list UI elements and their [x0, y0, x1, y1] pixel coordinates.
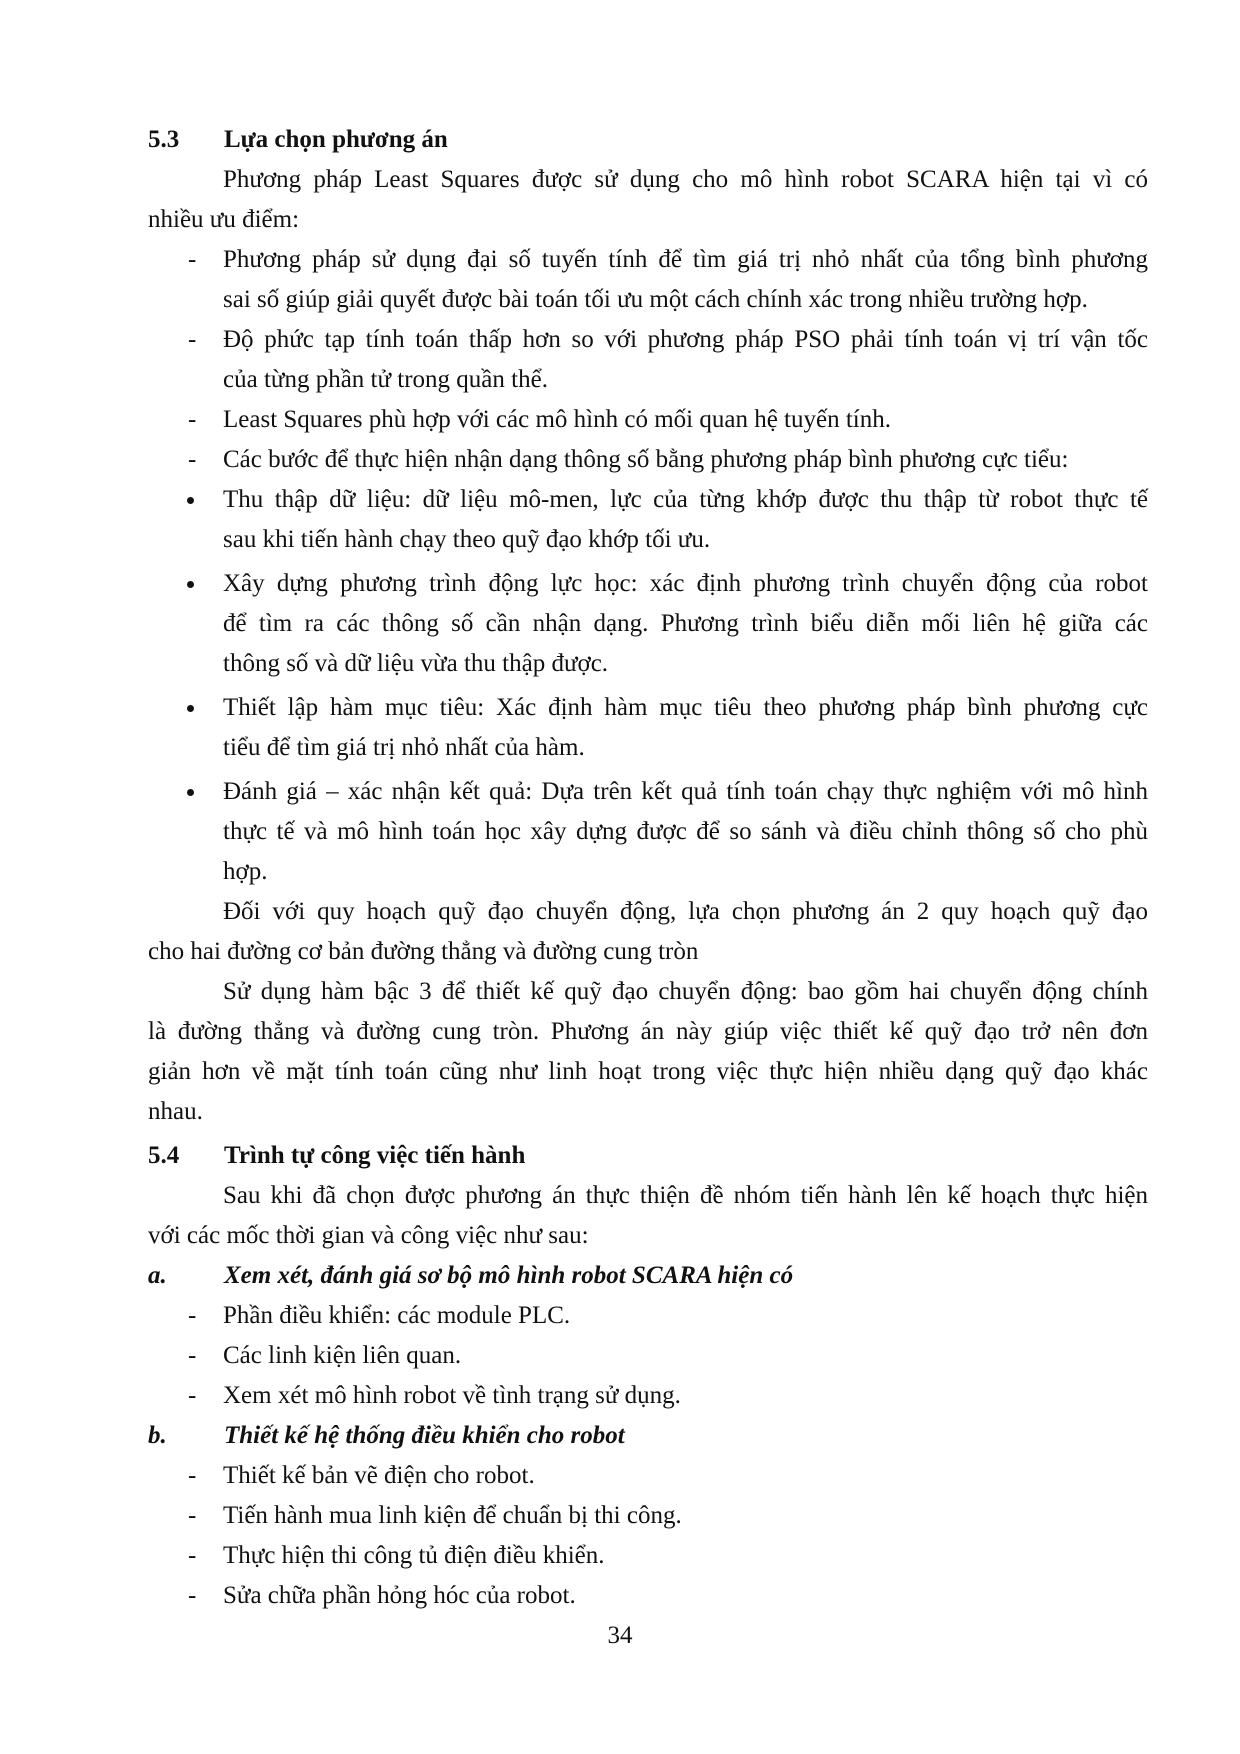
bullet-icon: [187, 789, 194, 796]
page-body: [148, 116, 1148, 1616]
dash-list-item: [148, 1576, 1148, 1616]
dash-marker: -: [188, 1462, 197, 1489]
dash-list-item: [148, 320, 1148, 400]
list-line: thực tế và mô hình toán học xây dựng được để so sánh và điều chỉnh thông số cho phù: [223, 818, 1148, 845]
intro-paragraph: [148, 1176, 1148, 1256]
list-line: Xây dựng phương trình động lực học: xác định phương trình chuyển động của robot: [223, 570, 1148, 597]
dash-marker: -: [188, 406, 197, 433]
dash-list-item: [148, 1296, 1148, 1336]
list-line: Phương pháp sử dụng đại số tuyến tính để tìm giá trị nhỏ nhất của tổng bình phương: [223, 246, 1148, 273]
list-line: của từng phần tử trong quần thể.: [223, 366, 548, 393]
list-line: Các linh kiện liên quan.: [223, 1342, 462, 1369]
cubic-function-paragraph: [148, 972, 1148, 1132]
section-title: Lựa chọn phương án: [224, 126, 448, 153]
dash-marker: -: [188, 326, 197, 353]
bullet-list-item: [148, 564, 1148, 684]
paragraph-line: nhiều ưu điểm:: [148, 206, 300, 233]
dash-marker: -: [188, 1382, 197, 1409]
list-line: Phần điều khiển: các module PLC.: [223, 1302, 571, 1329]
list-line: Least Squares phù hợp với các mô hình có mối quan hệ tuyến tính.: [223, 406, 891, 433]
subsection-title: Xem xét, đánh giá sơ bộ mô hình robot SCARA hiện có: [224, 1262, 794, 1289]
dash-marker: -: [188, 1502, 197, 1529]
list-line: Các bước để thực hiện nhận dạng thông số bằng phương pháp bình phương cực tiểu:: [223, 446, 1069, 473]
subsection-heading-b: [148, 1416, 1148, 1456]
section-title: Trình tự công việc tiến hành: [224, 1142, 526, 1169]
bullet-list-item: [148, 688, 1148, 768]
section-heading-5-4: [148, 1136, 1148, 1176]
dash-list-item: [148, 1336, 1148, 1376]
dash-list-item: [148, 1496, 1148, 1536]
dash-marker: -: [188, 1302, 197, 1329]
section-heading-5-3: [148, 120, 1148, 160]
list-line: Tiến hành mua linh kiện để chuẩn bị thi công.: [223, 1502, 682, 1529]
list-line: tiểu để tìm giá trị nhỏ nhất của hàm.: [223, 734, 585, 761]
section-number: 5.4: [148, 1142, 180, 1169]
dash-list-item: [148, 240, 1148, 320]
bullet-icon: [187, 705, 194, 712]
list-line: Sửa chữa phần hỏng hóc của robot.: [223, 1582, 576, 1609]
dash-marker: -: [188, 446, 197, 473]
paragraph-line: Sau khi đã chọn được phương án thực thiện đề nhóm tiến hành lên kế hoạch thực hiện: [223, 1182, 1148, 1209]
bullet-icon: [187, 497, 194, 504]
dash-marker: -: [188, 246, 197, 273]
dash-list-item: [148, 1456, 1148, 1496]
paragraph-line: là đường thẳng và đường cung tròn. Phương án này giúp việc thiết kế quỹ đạo trở nên đơn: [148, 1018, 1148, 1045]
subsection-title: Thiết kế hệ thống điều khiển cho robot: [224, 1422, 625, 1449]
list-line: sau khi tiến hành chạy theo quỹ đạo khớp tối ưu.: [223, 526, 711, 553]
page-number: 34: [607, 1622, 633, 1649]
intro-paragraph: [148, 160, 1148, 240]
dash-list-item: [148, 400, 1148, 440]
list-line: Độ phức tạp tính toán thấp hơn so với phương pháp PSO phải tính toán vị trí vận tốc: [223, 326, 1148, 353]
subsection-heading-a: [148, 1256, 1148, 1296]
dash-list-item: [148, 1376, 1148, 1416]
subsection-label: a.: [148, 1262, 167, 1289]
paragraph-line: giản hơn về mặt tính toán cũng như linh hoạt trong việc thực hiện nhiều dạng quỹ đạo khác: [148, 1058, 1148, 1085]
list-line: để tìm ra các thông số cần nhận dạng. Phương trình biểu diễn mối liên hệ giữa các: [223, 610, 1148, 637]
list-line: Xem xét mô hình robot về tình trạng sử dụng.: [223, 1382, 681, 1409]
dash-list-item: [148, 1536, 1148, 1576]
dash-marker: -: [188, 1342, 197, 1369]
paragraph-line: cho hai đường cơ bản đường thẳng và đường cung tròn: [148, 938, 699, 965]
trajectory-paragraph: [148, 892, 1148, 972]
list-line: hợp.: [223, 858, 268, 885]
list-line: thông số và dữ liệu vừa thu thập được.: [223, 650, 609, 677]
subsection-label: b.: [148, 1422, 167, 1449]
list-line: Thu thập dữ liệu: dữ liệu mô-men, lực của từng khớp được thu thập từ robot thực tế: [223, 486, 1148, 513]
dash-list-item: [148, 440, 1148, 480]
paragraph-line: Đối với quy hoạch quỹ đạo chuyển động, lựa chọn phương án 2 quy hoạch quỹ đạo: [223, 898, 1148, 925]
paragraph-line: nhau.: [148, 1098, 203, 1125]
bullet-list-item: [148, 480, 1148, 560]
dash-marker: -: [188, 1582, 197, 1609]
bullet-icon: [187, 581, 194, 588]
section-number: 5.3: [148, 126, 180, 153]
list-line: sai số giúp giải quyết được bài toán tối ưu một cách chính xác trong nhiều trường hợp.: [223, 286, 1088, 313]
list-line: Thiết kế bản vẽ điện cho robot.: [223, 1462, 535, 1489]
paragraph-line: Sử dụng hàm bậc 3 để thiết kế quỹ đạo chuyển động: bao gồm hai chuyển động chính: [223, 978, 1148, 1005]
paragraph-line: với các mốc thời gian và công việc như sau:: [148, 1222, 589, 1249]
bullet-list-item: [148, 772, 1148, 892]
list-line: Thiết lập hàm mục tiêu: Xác định hàm mục tiêu theo phương pháp bình phương cực: [223, 694, 1148, 721]
dash-marker: -: [188, 1542, 197, 1569]
paragraph-line: Phương pháp Least Squares được sử dụng cho mô hình robot SCARA hiện tại vì có: [223, 166, 1148, 193]
list-line: Đánh giá – xác nhận kết quả: Dựa trên kết quả tính toán chạy thực nghiệm với mô hình: [223, 778, 1148, 805]
list-line: Thực hiện thi công tủ điện điều khiển.: [223, 1542, 605, 1569]
